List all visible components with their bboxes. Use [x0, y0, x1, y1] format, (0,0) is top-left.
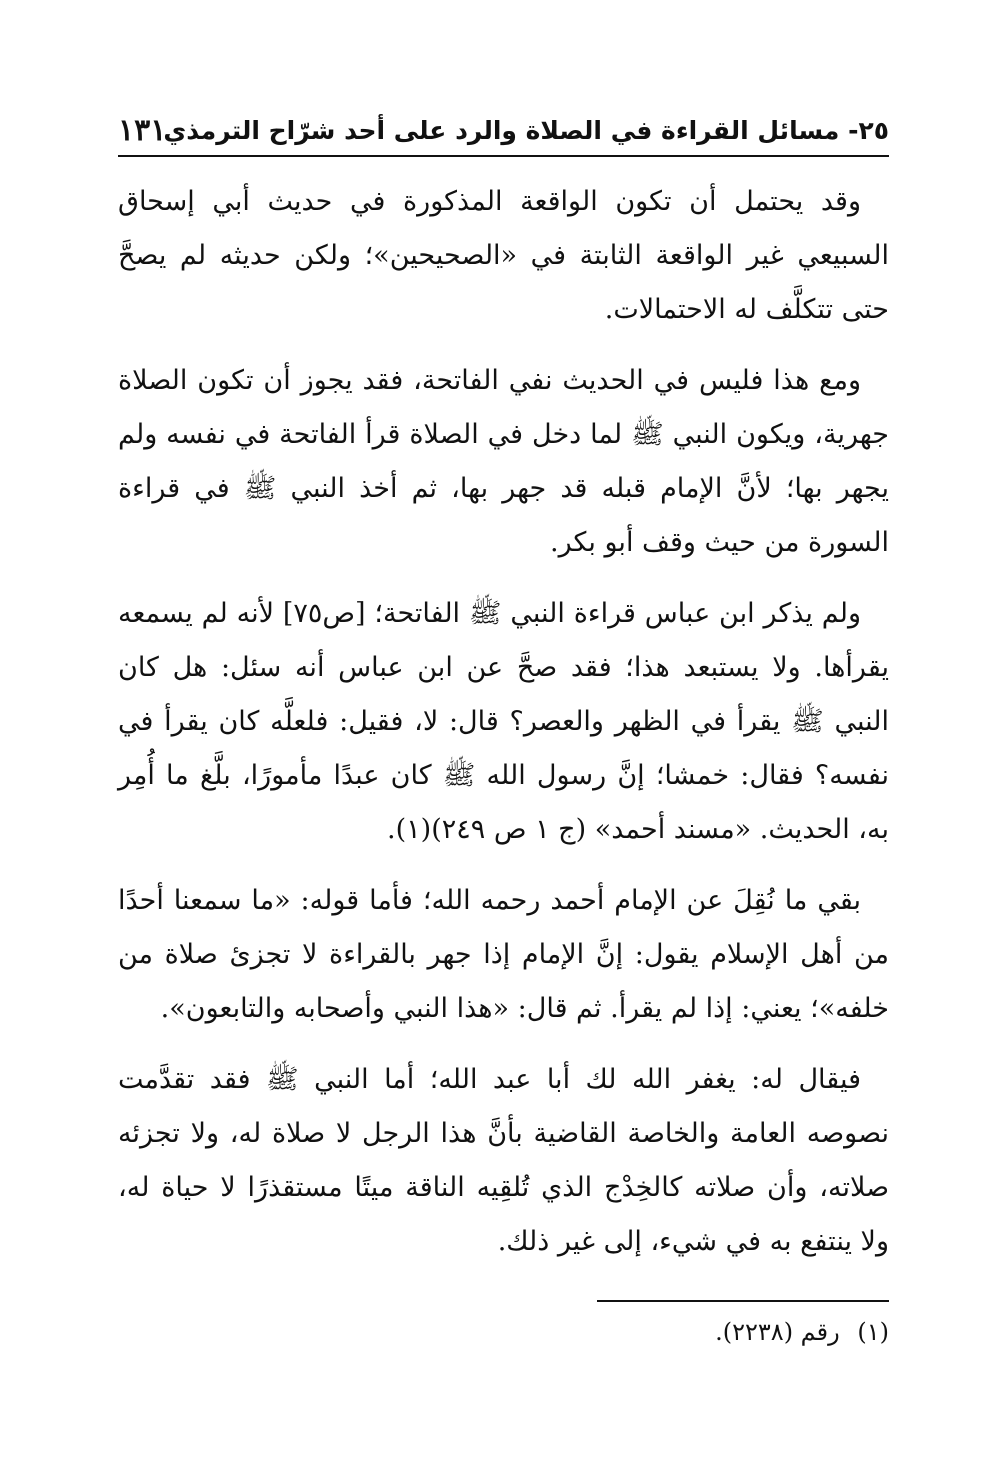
paragraph: بقي ما نُقِلَ عن الإمام أحمد رحمه الله؛ فأما قوله: «ما سمعنا أحدًا من أهل الإسلام يقول: إنَّ الإمام إذا جهر بالقراءة لا تجزئ صلاة من خلفه»؛ يعني: إذا لم يقرأ. ثم قال: «هذا النبي وأصحابه والتابعون». [118, 885, 889, 1024]
chapter-title: ٢٥- مسائل القراءة في الصلاة والرد على أحد شرّاح الترمذي [163, 116, 889, 145]
running-header [118, 112, 889, 154]
main-text [118, 175, 889, 1286]
footnote-text: رقم (٢٢٣٨). [715, 1318, 840, 1346]
page-number: ١٣١ [118, 113, 167, 148]
paragraph: ولم يذكر ابن عباس قراءة النبي ﷺ الفاتحة؛ [ص٧٥] لأنه لم يسمعه يقرأها. ولا يستبعد هذا؛ فقد صحَّ عن ابن عباس أنه سئل: هل كان النبي ﷺ يقرأ في الظهر والعصر؟ قال: لا، فقيل: فلعلَّه كان يقرأ في نفسه؟ فقال: خمشا؛ إنَّ رسول الله ﷺ كان عبدًا مأمورًا، بلَّغ ما أُمِر به، الحديث. «مسند أحمد» (ج ١ ص ٢٤٩)(١). [118, 598, 889, 845]
header-divider [118, 155, 889, 157]
paragraph: ومع هذا فليس في الحديث نفي الفاتحة، فقد يجوز أن تكون الصلاة جهرية، ويكون النبي ﷺ لما دخل في الصلاة قرأ الفاتحة في نفسه ولم يجهر بها؛ لأنَّ الإمام قبله قد جهر بها، ثم أخذ النبي ﷺ في قراءة السورة من حيث وقف أبو بكر. [118, 365, 889, 558]
footnote [715, 1314, 889, 1350]
footnote-marker: (١) [857, 1318, 889, 1346]
paragraph: فيقال له: يغفر الله لك أبا عبد الله؛ أما النبي ﷺ فقد تقدَّمت نصوصه العامة والخاصة القاضية بأنَّ هذا الرجل لا صلاة له، ولا تجزئه صلاته، وأن صلاته كالخِدْج الذي تُلقِيه الناقة ميتًا مستقذرًا لا حياة له، ولا ينتفع به في شيء، إلى غير ذلك. [118, 1064, 889, 1257]
paragraph: وقد يحتمل أن تكون الواقعة المذكورة في حديث أبي إسحاق السبيعي غير الواقعة الثابتة في «الصحيحين»؛ ولكن حديثه لم يصحَّ حتى تتكلَّف له الاحتمالات. [118, 186, 889, 325]
footnote-divider [597, 1300, 889, 1302]
